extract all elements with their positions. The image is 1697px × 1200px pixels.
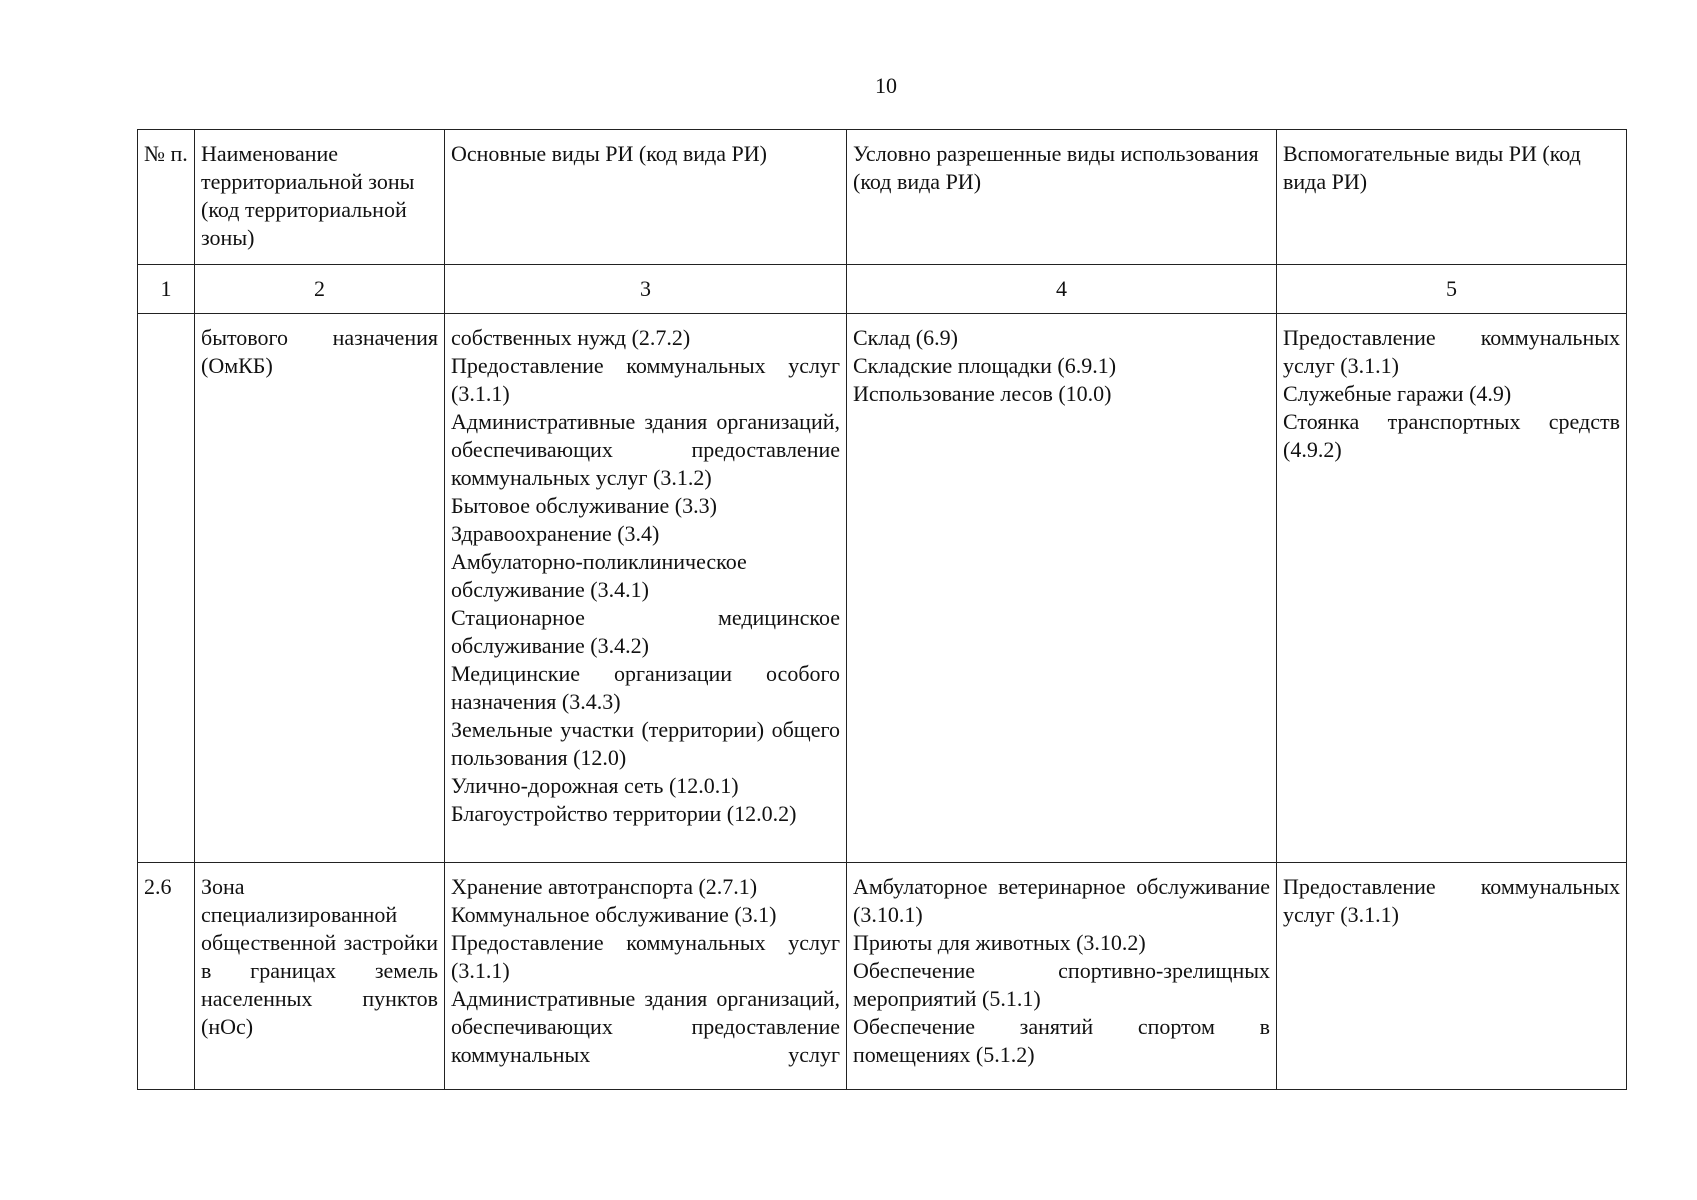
use-item: Медицинские организации особого назначения (3.4.3) (451, 661, 840, 714)
use-item: Предоставление коммунальных услуг (3.1.1) (1283, 325, 1620, 378)
main-uses-cell (445, 314, 847, 863)
use-item: Здравоохранение (3.4) (451, 521, 660, 546)
row-number: 2.6 (138, 863, 195, 1090)
use-item: Административные здания организаций, обеспечивающих предоставление коммунальных услуг (451, 986, 840, 1067)
column-number: 5 (1277, 265, 1627, 314)
column-number: 3 (445, 265, 847, 314)
header-cell: Наименование территориальной зоны (код территориальной зоны) (195, 130, 445, 265)
use-item: Административные здания организаций, обеспечивающих предоставление коммунальных услуг (3.1.2) (451, 409, 840, 490)
use-item: Бытовое обслуживание (3.3) (451, 493, 717, 518)
use-item: Приюты для животных (3.10.2) (853, 930, 1146, 955)
use-item: Земельные участки (территории) общего пользования (12.0) (451, 717, 840, 770)
table-header-row (138, 130, 1627, 265)
zoning-table (137, 129, 1627, 1090)
main-uses-cell (445, 863, 847, 1090)
use-item: Складские площадки (6.9.1) (853, 353, 1117, 378)
use-item: Склад (6.9) (853, 325, 958, 350)
zone-name: бытового назначения (ОмКБ) (195, 314, 445, 863)
header-cell: № п. (138, 130, 195, 265)
use-item: Обеспечение спортивно-зрелищных мероприятий (5.1.1) (853, 958, 1270, 1011)
row-number (138, 314, 195, 863)
use-item: Стоянка транспортных средств (4.9.2) (1283, 409, 1620, 462)
column-number: 4 (847, 265, 1277, 314)
conditional-uses-cell (847, 314, 1277, 863)
use-item: Стационарное медицинское обслуживание (3.4.2) (451, 605, 840, 658)
use-item: Коммунальное обслуживание (3.1) (451, 902, 777, 927)
column-number-row (138, 265, 1627, 314)
header-cell: Основные виды РИ (код вида РИ) (445, 130, 847, 265)
use-item: собственных нужд (2.7.2) (451, 325, 691, 350)
use-item: Благоустройство территории (12.0.2) (451, 801, 797, 826)
column-number: 2 (195, 265, 445, 314)
use-item: Предоставление коммунальных услуг (3.1.1) (451, 930, 840, 983)
use-item: Амбулаторно-поликлиническое обслуживание (3.4.1) (451, 549, 747, 602)
use-item: Обеспечение занятий спортом в помещениях (5.1.2) (853, 1014, 1270, 1067)
conditional-uses-cell (847, 863, 1277, 1090)
use-item: Амбулаторное ветеринарное обслуживание (3.10.1) (853, 874, 1270, 927)
use-item: Предоставление коммунальных услуг (3.1.1) (1283, 874, 1620, 927)
auxiliary-uses-cell (1277, 314, 1627, 863)
auxiliary-uses-cell (1277, 863, 1627, 1090)
page-number: 10 (875, 73, 897, 98)
header-cell: Вспомогательные виды РИ (код вида РИ) (1277, 130, 1627, 265)
use-item: Хранение автотранспорта (2.7.1) (451, 874, 758, 899)
header-cell: Условно разрешенные виды использования (код вида РИ) (847, 130, 1277, 265)
use-item: Улично-дорожная сеть (12.0.1) (451, 773, 739, 798)
table-row (138, 314, 1627, 863)
use-item: Использование лесов (10.0) (853, 381, 1112, 406)
table-row (138, 863, 1627, 1090)
column-number: 1 (138, 265, 195, 314)
use-item: Служебные гаражи (4.9) (1283, 381, 1512, 406)
use-item: Предоставление коммунальных услуг (3.1.1) (451, 353, 840, 406)
zone-name: Зона специализированной общественной застройки в границах земель населенных пунктов (нОс) (195, 863, 445, 1090)
